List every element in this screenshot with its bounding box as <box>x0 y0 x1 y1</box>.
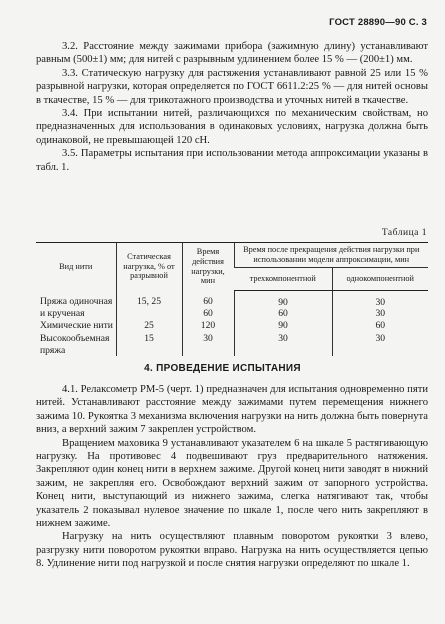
cell-one: 30 <box>332 331 428 356</box>
table-row <box>36 331 428 356</box>
paragraph-3-2: 3.2. Расстояние между зажимами прибора (зажимную длину) устанавливают равным (500±1) мм; для нитей с разрывным удлинением более 15 % — (200±1) мм. <box>36 41 428 66</box>
cell-time: 60 60 <box>182 290 234 320</box>
cell-time: 120 <box>182 320 234 332</box>
cell-load: 25 <box>116 320 182 332</box>
cell-kind: Химические нити <box>40 319 113 331</box>
paragraph-handwheel: Вращением маховика 9 устанавливают указателем 6 на шкале 5 растягивающую нагрузку. На противовес 4 подвешивают груз предварительного натяжения. Закрепляют один конец нити в верхнем зажиме. Другой конец нити заводят в нижний зажим, не закрепляя его. Освобождают верхний зажим от запорного устройства. Конец нити, выступающий из нижнего зажима, слегка натягивают так, чтобы указатель 2 показывал нулевое значение по шкале 1, после чего нить закрепляют в нижнем зажиме. <box>36 437 428 530</box>
top-text-block <box>36 40 428 174</box>
header-load-time: Время действия нагрузки, мин <box>182 243 234 291</box>
cell-one: 60 <box>332 320 428 332</box>
cell-three: 90 <box>234 320 332 332</box>
paragraph-load-application: Нагрузку на нить осуществляют плавным поворотом рукоятки 3 влево, разгрузку нити поворотом рукоятки вправо. Нагрузка на нить осуществляется цепью 8. Удлинение нити под нагрузкой и после снятия нагрузки определяют по шкале 1. <box>36 531 428 570</box>
cell-three: 30 <box>234 331 332 356</box>
paragraph-4-1: 4.1. Релаксометр РМ-5 (черт. 1) предназначен для испытания одновременно пяти нитей. Устанавливают расстояние между зажимами путем перемещения нижнего зажима 10. Рукоятка 3 механизма включения нагрузки на нить должна быть повернута вниз, а верхний зажим 7 закреплен устройством. <box>36 384 428 436</box>
header-after-load-time: Время после прекращения действия нагрузки при использовании модели аппроксимации, мин <box>234 243 428 268</box>
paragraph-3-4: 3.4. При испытании нитей, различающихся по механическим свойствам, но предназначенных для использования в одинаковых условиях, нагрузка должна быть одинаковой, не превышающей 120 сН. <box>36 108 428 146</box>
table-row <box>36 320 428 332</box>
parameters-table <box>36 242 428 356</box>
cell-time: 30 <box>182 331 234 356</box>
cell-load: 15, 25 <box>116 290 182 320</box>
header-thread-type: Вид нити <box>36 243 116 291</box>
cell-load: 15 <box>116 331 182 356</box>
paragraph-3-5: 3.5. Параметры испытания при использовании метода аппроксимации указаны в табл. 1. <box>36 148 428 173</box>
cell-three: 90 60 <box>234 290 332 320</box>
page-header: ГОСТ 28890—90 С. 3 <box>329 17 427 28</box>
cell-kind: Пряжа одиночная и крученая <box>40 296 113 319</box>
table-row <box>36 290 428 320</box>
section-title: 4. ПРОВЕДЕНИЕ ИСПЫТАНИЯ <box>144 363 301 374</box>
cell-one: 30 30 <box>332 290 428 320</box>
bottom-text-block <box>36 383 428 571</box>
header-three-component: трехкомпонентной <box>234 267 332 290</box>
header-one-component: однокомпонентной <box>332 267 428 290</box>
table-caption: Таблица 1 <box>381 228 427 238</box>
paragraph-3-3: 3.3. Статическую нагрузку для растяжения устанавливают равной 25 или 15 % разрывной нагрузки, которая определяется по ГОСТ 6611.2:25 % — для нитей основы в ткачестве, 15 % — для трикотажного производства и уточных нитей в ткачестве. <box>36 67 428 106</box>
cell-kind: Высокообъемная пряжа <box>40 333 110 356</box>
header-static-load: Статическая нагрузка, % от разрывной <box>116 243 182 291</box>
